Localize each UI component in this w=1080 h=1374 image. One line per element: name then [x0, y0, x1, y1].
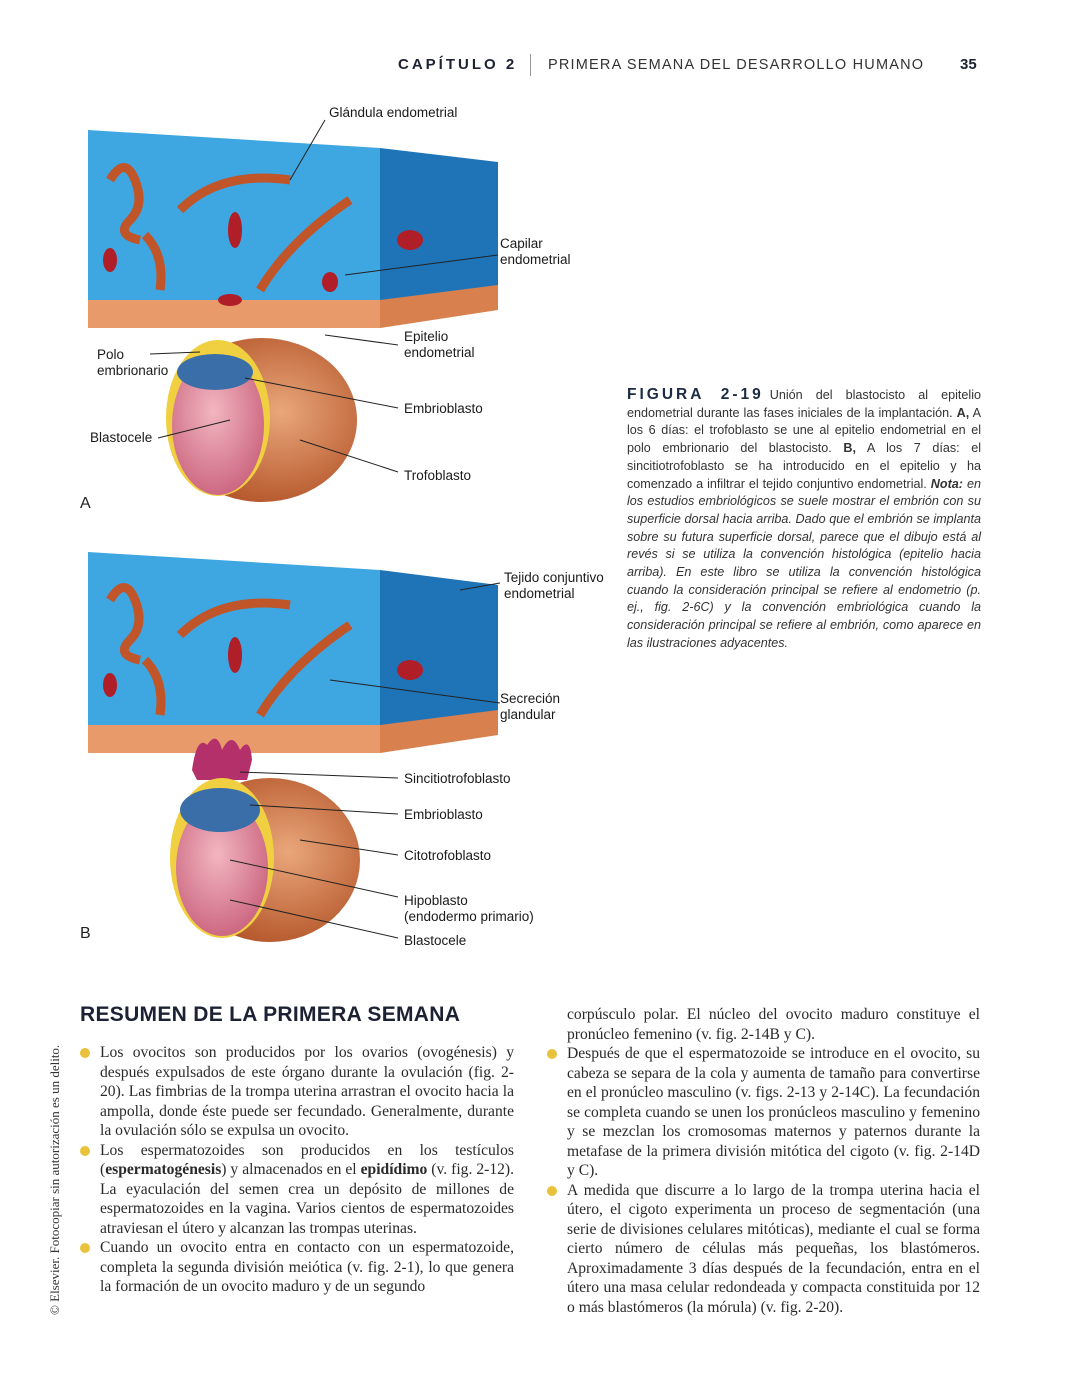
panel-label-a: A [80, 495, 91, 512]
panel-label-b: B [80, 925, 91, 942]
page-number: 35 [960, 56, 977, 73]
bullet-continuation [567, 1005, 980, 1044]
term-espermatogenesis: espermatogénesis [105, 1161, 222, 1178]
bullet-icon [80, 1146, 90, 1156]
bullet-text: Los espermatozoides son producidos en los testículos ( [100, 1141, 514, 1178]
caption-title: FIGURA 2-19 [627, 386, 764, 403]
label-sincitiotrofoblasto: Sincitiotrofoblasto [404, 771, 511, 786]
bullet-text: Cuando un ovocito entra en contacto con un espermatozoide, completa la segunda división meiótica (v. fig. 2-1), lo que genera la formación de un ovocito maduro y de un segundo [100, 1239, 514, 1295]
label-capilar-endometrial: Capilar endometrial [500, 236, 571, 267]
bullet-icon [547, 1049, 557, 1059]
blastocyst-a [166, 338, 357, 502]
summary-column-right [567, 1005, 980, 1317]
label-tejido-conjuntivo: Tejido conjuntivo endometrial [504, 570, 604, 601]
endometrium-block-b [88, 552, 498, 780]
bullet-item [567, 1181, 980, 1318]
label-glandula-endometrial: Glándula endometrial [329, 105, 458, 120]
label-hipoblasto: Hipoblasto (endodermo primario) [404, 893, 534, 924]
figure-caption [627, 386, 981, 653]
bullet-text: Después de que el espermatozoide se introduce en el ovocito, su cabeza se separa de la cola y aumenta de tamaño para convertirse en el pronúcleo masculino (v. figs. 2-13 y 2-14C). La fecundación se completa cuando se unen los pronúcleos masculino y femenino y se mezclan los cromosomas maternos y paternos durante la metafase de la primera división mitótica del cigoto (v. fig. 2-14D y C). [567, 1045, 980, 1179]
bullet-item [567, 1044, 980, 1181]
summary-column-left [100, 1043, 514, 1297]
endometrium-block-a [88, 130, 498, 328]
bullet-text: Los ovocitos son producidos por los ovarios (ovogénesis) y después expulsados de este órgano durante la ovulación (fig. 2-20). Las fimbrias de la trompa uterina arrastran el ovocito hacia la ampolla, donde éste puede ser fecundado. Generalmente, durante la ovulación sólo se expulsa un ovocito. [100, 1044, 514, 1139]
caption-a-text: A los 6 días: el trofoblasto se une al epitelio endometrial en el polo embrionario del blastocisto. [627, 405, 981, 456]
label-blastocele-b: Blastocele [404, 933, 467, 948]
blastocyst-b [170, 778, 360, 942]
label-embrioblasto-b: Embrioblasto [404, 807, 483, 822]
bullet-item [100, 1238, 514, 1297]
bullet-text: A medida que discurre a lo largo de la trompa uterina hacia el útero, el cigoto experimenta un proceso de segmentación (una serie de divisiones celulares mitóticas), mediante el cual se forma cierto número de células más pequeñas, los blastómeros. Aproximadamente 3 días después de la fecundación, entra en el útero una masa celular redondeada y compacta constituida por 12 o más blastómeros (la mórula) (v. fig. 2-20). [567, 1181, 980, 1316]
chapter-label: CAPÍTULO 2 [398, 56, 518, 73]
label-blastocele-a: Blastocele [90, 430, 153, 445]
chapter-title: PRIMERA SEMANA DEL DESARROLLO HUMANO [548, 57, 925, 73]
section-heading: RESUMEN DE LA PRIMERA SEMANA [80, 1003, 461, 1026]
caption-text: Unión del blastocisto al epitelio endometrial durante las fases iniciales de la implantación. [627, 388, 981, 420]
bullet-text: corpúsculo polar. El núcleo del ovocito maduro constituye el pronúcleo femenino (v. fig. 2-14B y C). [567, 1006, 980, 1043]
caption-note-label: Nota: [930, 476, 963, 491]
label-polo-embrionario: Polo embrionario [97, 347, 169, 378]
label-trofoblasto: Trofoblasto [404, 468, 472, 483]
caption-b-label: B, [843, 441, 856, 456]
bullet-icon [547, 1186, 557, 1196]
bullet-item [100, 1141, 514, 1239]
label-embrioblasto-a: Embrioblasto [404, 401, 483, 416]
bullet-item [100, 1043, 514, 1141]
bullet-text: (v. fig. 2-12). La eyaculación del semen crea un depósito de millones de espermatozoides en la vagina. Varios cientos de espermatozoides atraviesan el útero y alcanzan las trompas uterinas. [100, 1161, 514, 1237]
caption-note-text: en los estudios embriológicos se suele mostrar el embrión con su superficie dorsal hacia arriba. Dado que el embrión se implanta sobre su futura superficie dorsal, parece que el dibujo está al revés si se utiliza la convención histológica (epitelio hacia arriba). En este libro se utiliza la convención histológica cuando la consideración principal se refiere al endometrio (p. ej., fig. 2-6C) y la convención embriológica cuando la consideración principal se refiere al embrión, como aparece en las ilustraciones adyacentes. [627, 476, 981, 650]
term-epididimo: epidídimo [360, 1161, 428, 1178]
label-citotrofoblasto: Citotrofoblasto [404, 848, 492, 863]
copyright-note: © Elsevier. Fotocopiar sin autorización es un delito. [47, 1044, 62, 1315]
caption-b-text: A los 7 días: el sincitiotrofoblasto se ha introducido en el epitelio y ha comenzado a infiltrar el tejido conjuntivo endometrial. [627, 441, 981, 491]
caption-a-label: A, [956, 405, 970, 420]
bullet-icon [80, 1048, 90, 1058]
label-epitelio-endometrial: Epitelio endometrial [404, 329, 475, 360]
label-secrecion-glandular: Secreción glandular [500, 691, 561, 722]
bullet-icon [80, 1243, 90, 1253]
bullet-text: ) y almacenados en el [221, 1161, 361, 1178]
